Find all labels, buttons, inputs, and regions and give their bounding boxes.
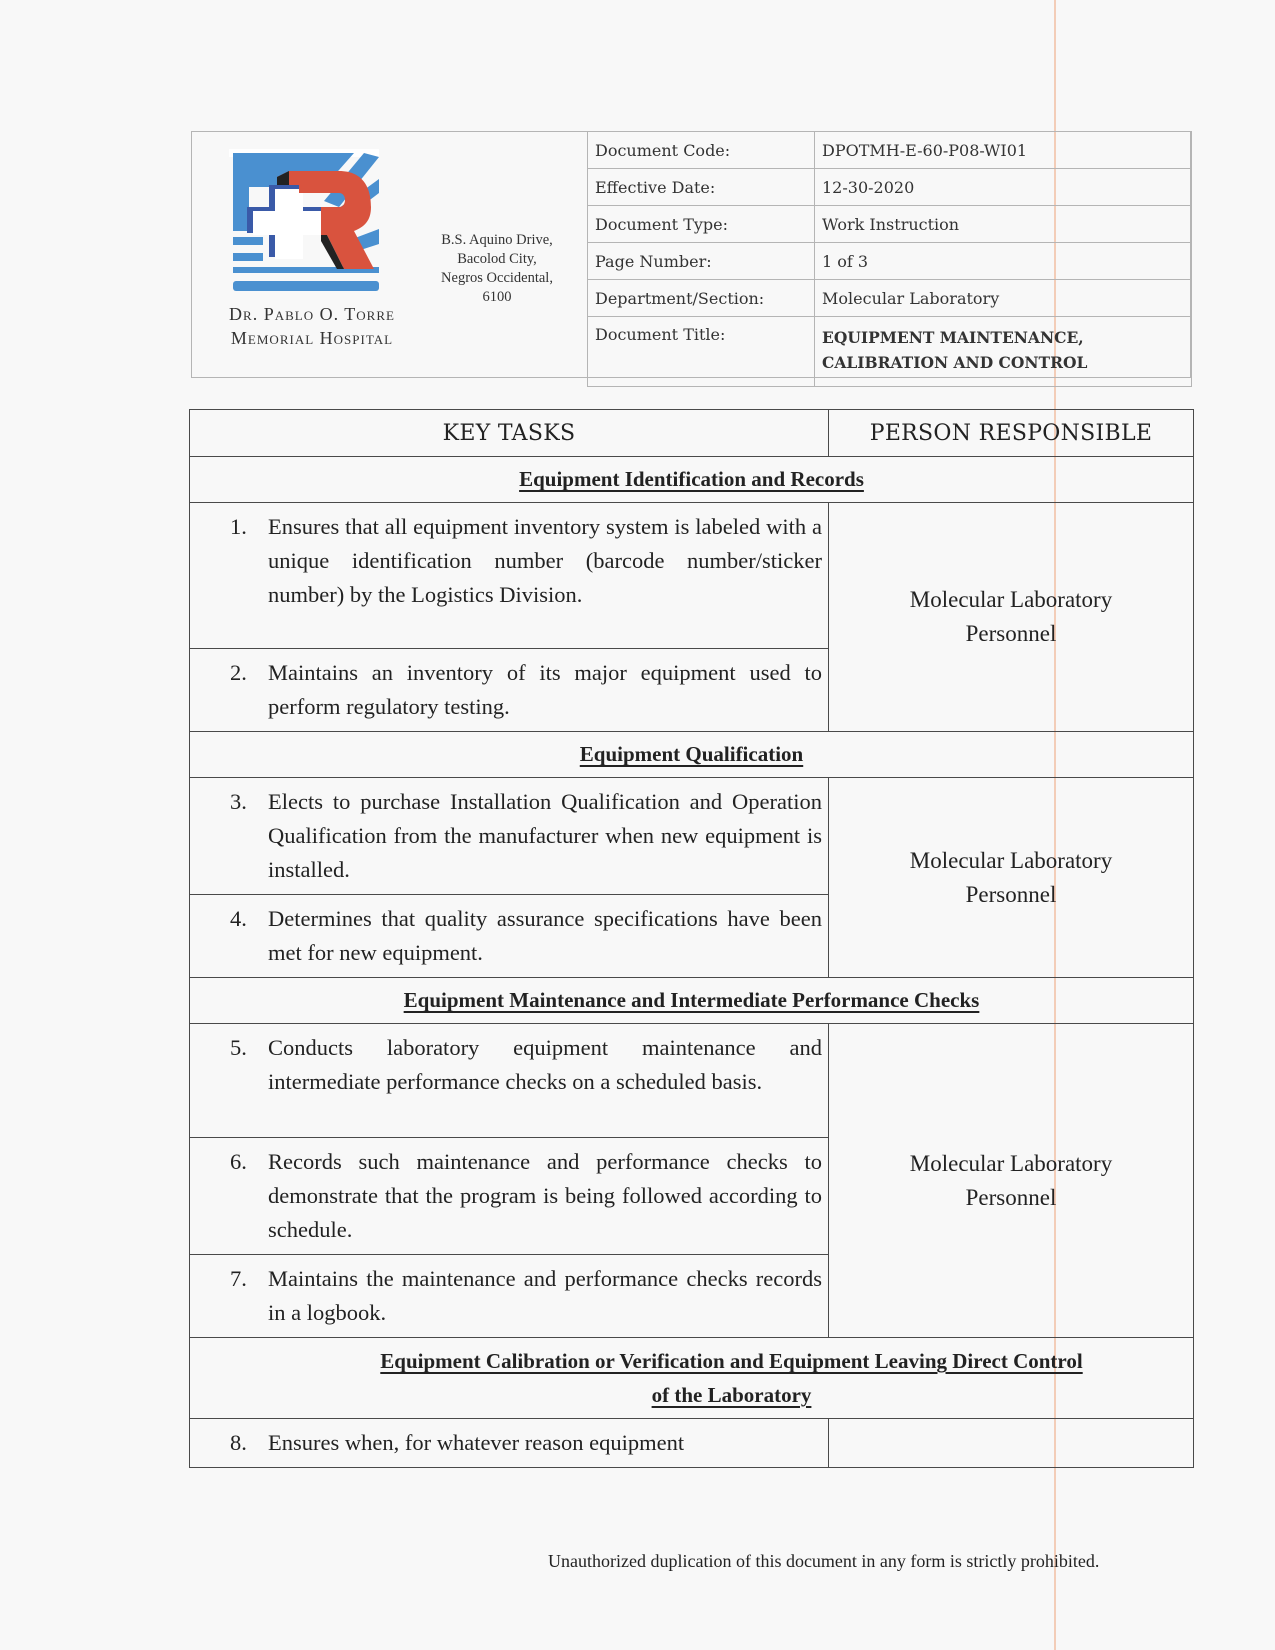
meta-row-type [588, 206, 1192, 243]
hospital-logo-icon [229, 149, 385, 294]
task-text: Ensures that all equipment inventory system is labeled with a unique identification number (barcode number/sticker number) by the Logistics Division. [268, 514, 822, 607]
document-title-line2: CALIBRATION AND CONTROL [822, 353, 1088, 372]
footer-notice: Unauthorized duplication of this document in any form is strictly prohibited. [548, 1551, 1100, 1571]
task-text: Maintains the maintenance and performance checks records in a logbook. [268, 1266, 822, 1325]
key-tasks-table [189, 409, 1194, 1468]
task-number: 8. [230, 1430, 247, 1455]
meta-row-page [588, 243, 1192, 280]
task-number: 2. [230, 660, 247, 685]
task-text: Elects to purchase Installation Qualification and Operation Qualification from the manufacturer when new equipment is installed. [268, 789, 822, 882]
table-row [190, 1419, 1194, 1468]
task-text: Conducts laboratory equipment maintenance and intermediate performance checks on a scheduled basis. [268, 1035, 822, 1094]
section-title: Equipment Identification and Records [519, 467, 864, 491]
person-line1: Molecular Laboratory [909, 1150, 1113, 1176]
column-header-person-responsible: PERSON RESPONSIBLE [829, 410, 1194, 457]
person-responsible-cell [829, 1024, 1194, 1338]
document-header [191, 131, 1191, 378]
task-text: Determines that quality assurance specifications have been met for new equipment. [268, 906, 822, 965]
person-line2: Personnel [965, 881, 1057, 907]
task-cell [190, 1138, 829, 1255]
meta-label: Document Code: [588, 132, 815, 169]
task-cell [190, 503, 829, 649]
meta-row-code [588, 132, 1192, 169]
task-text: Ensures when, for whatever reason equipment [268, 1430, 685, 1455]
section-title-line2: of the Laboratory [651, 1383, 812, 1407]
person-line1: Molecular Laboratory [909, 587, 1113, 612]
task-number: 1. [230, 514, 247, 539]
document-meta-table [587, 131, 1192, 387]
person-responsible-cell [829, 503, 1194, 732]
task-cell [190, 1255, 829, 1338]
meta-label: Page Number: [588, 243, 815, 280]
meta-row-date [588, 169, 1192, 206]
section-title: Equipment Qualification [579, 742, 804, 766]
task-cell [190, 778, 829, 895]
table-row [190, 778, 1194, 895]
meta-label: Document Title: [588, 317, 815, 387]
task-number: 4. [230, 906, 247, 931]
task-text: Records such maintenance and performance checks to demonstrate that the program is being followed according to schedule. [268, 1149, 822, 1242]
hospital-name-line2: Memorial Hospital [230, 328, 394, 348]
address-line: Negros Occidental, [441, 270, 553, 286]
section-title: Equipment Maintenance and Intermediate Performance Checks [403, 988, 980, 1012]
task-cell [190, 1419, 829, 1468]
hospital-name [202, 302, 422, 350]
person-responsible-cell [829, 778, 1194, 978]
task-number: 6. [230, 1149, 247, 1174]
address-line: 6100 [482, 289, 512, 305]
document-title [815, 317, 1192, 387]
person-responsible-cell [829, 1419, 1194, 1468]
meta-label: Document Type: [588, 206, 815, 243]
meta-value: DPOTMH-E-60-P08-WI01 [815, 132, 1192, 169]
person-line1: Molecular Laboratory [909, 847, 1113, 873]
address-line: B.S. Aquino Drive, [441, 232, 553, 248]
meta-label: Effective Date: [588, 169, 815, 206]
section-row [190, 1338, 1194, 1419]
meta-row-department [588, 280, 1192, 317]
section-row [190, 457, 1194, 503]
document-title-line1: EQUIPMENT MAINTENANCE, [822, 328, 1084, 347]
section-row [190, 978, 1194, 1024]
task-number: 3. [230, 789, 247, 814]
table-row [190, 1024, 1194, 1138]
meta-value: Molecular Laboratory [815, 280, 1192, 317]
meta-value: 1 of 3 [815, 243, 1192, 280]
section-title-line1: Equipment Calibration or Verification and Equipment Leaving Direct Control [380, 1349, 1083, 1373]
person-line2: Personnel [965, 621, 1057, 646]
hospital-address [417, 231, 577, 307]
task-number: 5. [230, 1035, 247, 1060]
task-cell [190, 895, 829, 978]
column-header-key-tasks: KEY TASKS [190, 410, 829, 457]
hospital-name-line1: Dr. Pablo O. Torre [229, 304, 395, 324]
task-number: 7. [230, 1266, 247, 1291]
meta-row-title [588, 317, 1192, 387]
section-row [190, 732, 1194, 778]
meta-value: 12-30-2020 [815, 169, 1192, 206]
task-cell [190, 1024, 829, 1138]
table-row [190, 503, 1194, 649]
person-line2: Personnel [965, 1184, 1057, 1210]
hospital-branding [192, 132, 587, 377]
meta-label: Department/Section: [588, 280, 815, 317]
address-line: Bacolod City, [457, 251, 537, 267]
meta-value: Work Instruction [815, 206, 1192, 243]
table-header-row [190, 410, 1194, 457]
task-cell [190, 649, 829, 732]
task-text: Maintains an inventory of its major equipment used to perform regulatory testing. [268, 660, 822, 719]
